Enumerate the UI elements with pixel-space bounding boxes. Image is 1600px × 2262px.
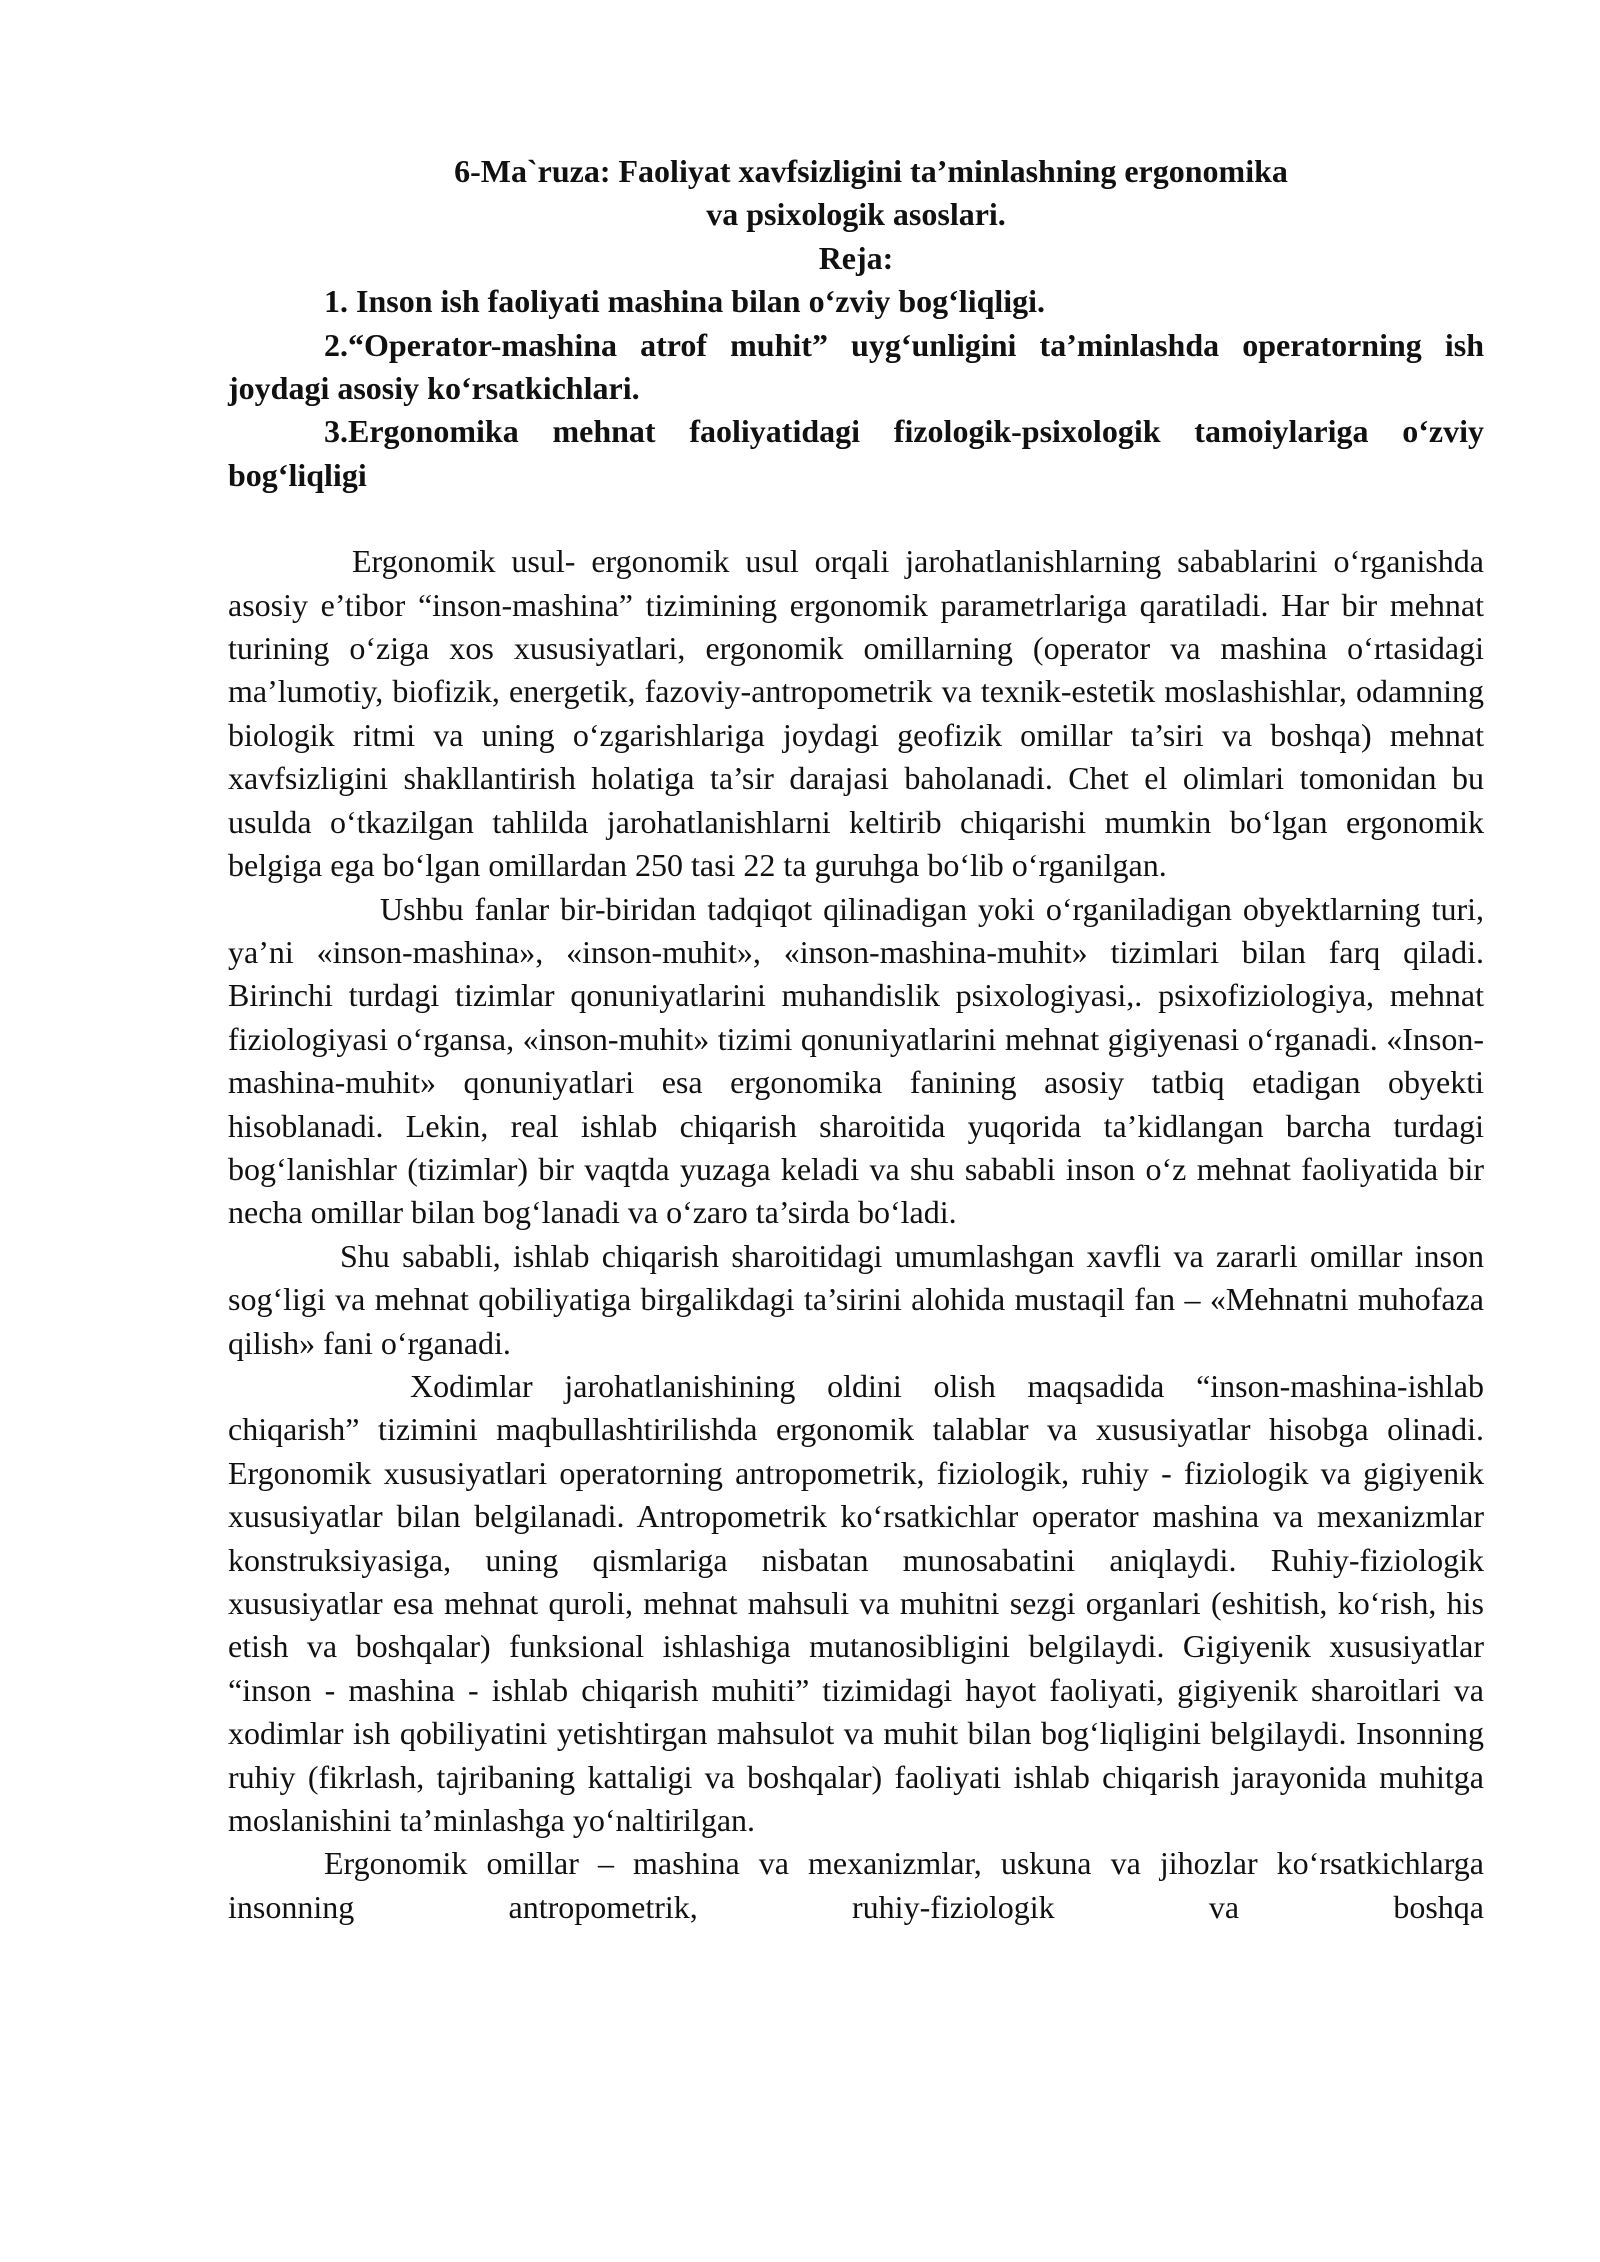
lecture-title: 6-Ma`ruza: Faoliyat xavfsizligini ta’minlashning ergonomika (454, 153, 1288, 189)
paragraph-5: Ergonomik omillar – mashina va mexanizmlar, uskuna va jihozlar ko‘rsatkichlarga insonning antropometrik, ruhiy-fiziologik va boshqa (228, 1845, 1484, 1925)
plan-item-1: 1. Inson ish faoliyati mashina bilan o‘zviy bog‘liqligi. (324, 283, 1046, 320)
plan-item-3: 3.Ergonomika mehnat faoliyatidagi fizologik-psixologik tamoiylariga o‘zviy bog‘liqligi (228, 413, 1484, 493)
paragraph-4: Xodimlar jarohatlanishining oldini olish maqsadida “inson-mashina-ishlab chiqarish” tizimini maqbullashtirilishda ergonomik talablar va xususiyatlar hisobga olinadi. Ergonomik xususiyatlari operatorning antropometrik, fiziologik, ruhiy - fiziologik va gigiyenik xususiyatlar bilan belgilanadi. Antropometrik ko‘rsatkichlar operator mashina va mexanizmlar konstruksiyasiga, uning qismlariga nisbatan munosabatini aniqlaydi. Ruhiy-fiziologik xususiyatlar esa mehnat quroli, mehnat mahsuli va muhitni sezgi organlari (eshitish, ko‘rish, his etish va boshqalar) funksional ishlashiga mutanosibligini belgilaydi. Gigiyenik xususiyatlar “inson - mashina - ishlab chiqarish muhiti” tizimidagi hayot faoliyati, gigiyenik sharoitlari va xodimlar ish qobiliyatini yetishtirgan mahsulot va muhit bilan bog‘liqligini belgilaydi. Insonning ruhiy (fikrlash, tajribaning kattaligi va boshqalar) faoliyati ishlab chiqarish jarayonida muhitga moslanishini ta’minlashga yo‘naltirilgan. (228, 1367, 1484, 1839)
plan-item-2: 2.“Operator-mashina atrof muhit” uyg‘unligini ta’minlashda operatorning ish joydagi asosiy ko‘rsatkichlari. (228, 326, 1484, 407)
lecture-subtitle: va psixologik asoslari. (706, 196, 1006, 233)
plan-heading: Reja: (818, 239, 894, 276)
paragraph-1: Ergonomik usul- ergonomik usul orqali jarohatlanishlarning sabablarini o‘rganishda asosiy e’tibor “inson-mashina” tizimining ergonomik parametrlariga qaratiladi. Har bir mehnat turining o‘ziga xos xususiyatlari, ergonomik omillarning (operator va mashina o‘rtasidagi ma’lumotiy, biofizik, energetik, fazoviy-antropometrik va texnik-estetik moslashishlar, odamning biologik ritmi va uning o‘zgarishlariga joydagi geofizik omillar ta’siri va boshqa) mehnat xavfsizligini shakllantirish holatiga ta’sir darajasi baholanadi. Chet el olimlari tomonidan bu usulda o‘tkazilgan tahlilda jarohatlanishlarni keltirib chiqarishi mumkin bo‘lgan ergonomik belgiga ega bo‘lgan omillardan 250 tasi 22 ta guruhga bo‘lib o‘rganilgan. (228, 543, 1484, 884)
title-block (228, 150, 1484, 280)
paragraph-3: Shu sababli, ishlab chiqarish sharoitidagi umumlashgan xavfli va zararli omillar inson sog‘ligi va mehnat qobiliyatiga birgalikdagi ta’sirini alohida mustaqil fan – «Mehnatni muhofaza qilish» fani o‘rganadi. (228, 1237, 1484, 1361)
document-page (228, 150, 1484, 1929)
paragraph-2: Ushbu fanlar bir-biridan tadqiqot qilinadigan yoki o‘rganiladigan obyektlarning turi, ya’ni «inson-mashina», «inson-muhit», «inson-mashina-muhit» tizimlari bilan farq qiladi. Birinchi turdagi tizimlar qonuniyatlarini muhandislik psixologiyasi,. psixofiziologiya, mehnat fiziologiyasi o‘rgansa, «inson-muhit» tizimi qonuniyatlarini mehnat gigiyenasi o‘rganadi. «Inson-mashina-muhit» qonuniyatlari esa ergonomika fanining asosiy tatbiq etadigan obyekti hisoblanadi. Lekin, real ishlab chiqarish sharoitida yuqorida ta’kidlangan barcha turdagi bog‘lanishlar (tizimlar) bir vaqtda yuzaga keladi va shu sababli inson o‘z mehnat faoliyatida bir necha omillar bilan bog‘lanadi va o‘zaro ta’sirda bo‘ladi. (228, 890, 1484, 1231)
blank-line (228, 497, 1484, 540)
plan-list (228, 280, 1484, 497)
